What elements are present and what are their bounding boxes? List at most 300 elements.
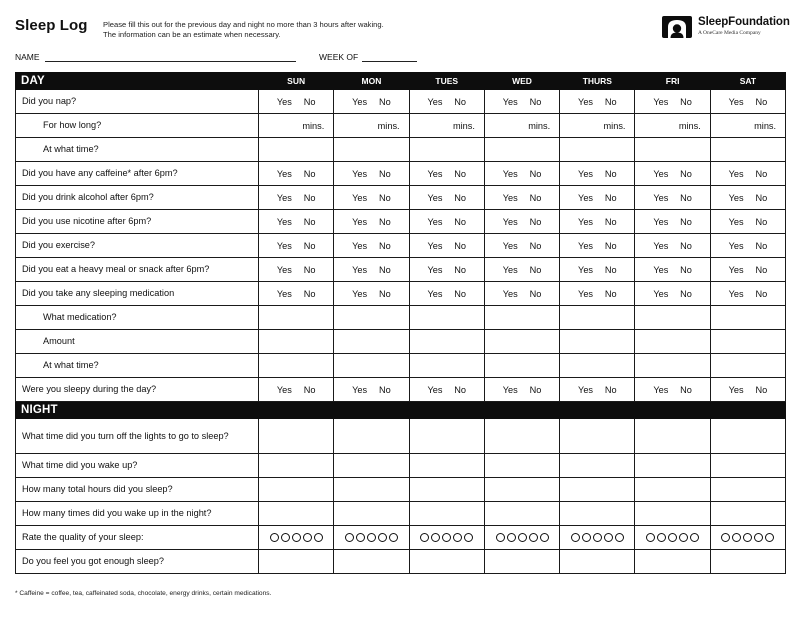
answer-cell-mon[interactable] xyxy=(334,186,409,210)
answer-cell-wed[interactable] xyxy=(484,234,559,258)
answer-cell-mon[interactable] xyxy=(334,330,409,354)
table-row xyxy=(16,502,786,526)
yes-no-choice xyxy=(711,217,785,227)
yes-option[interactable]: Yes xyxy=(578,168,594,179)
no-option[interactable]: No xyxy=(755,240,768,251)
answer-cell-mon[interactable] xyxy=(334,526,409,550)
yes-option[interactable]: Yes xyxy=(276,264,292,275)
answer-cell-sun[interactable] xyxy=(259,90,334,114)
answer-cell-thurs[interactable] xyxy=(560,454,635,478)
yes-option[interactable]: Yes xyxy=(427,264,443,275)
yes-no-choice xyxy=(711,193,785,203)
answer-cell-wed[interactable] xyxy=(484,258,559,282)
answer-cell-sat[interactable] xyxy=(710,186,785,210)
rating-circle-icon[interactable] xyxy=(604,533,613,542)
yes-option[interactable]: Yes xyxy=(427,96,443,107)
rating-circle-icon[interactable] xyxy=(464,533,473,542)
no-option[interactable]: No xyxy=(454,216,467,227)
answer-cell-thurs[interactable] xyxy=(560,186,635,210)
answer-cell-fri[interactable] xyxy=(635,478,710,502)
answer-cell-sat[interactable] xyxy=(710,282,785,306)
answer-cell-tues[interactable] xyxy=(409,378,484,402)
rating-circle-icon[interactable] xyxy=(389,533,398,542)
answer-cell-thurs[interactable] xyxy=(560,502,635,526)
answer-cell-sun[interactable] xyxy=(259,282,334,306)
no-option[interactable]: No xyxy=(303,264,316,275)
answer-cell-sun[interactable] xyxy=(259,138,334,162)
answer-cell-sun[interactable] xyxy=(259,526,334,550)
no-option[interactable]: No xyxy=(378,240,391,251)
answer-cell-sat[interactable] xyxy=(710,234,785,258)
no-option[interactable]: No xyxy=(378,384,391,395)
yes-option[interactable]: Yes xyxy=(276,192,292,203)
answer-cell-mon[interactable] xyxy=(334,258,409,282)
no-option[interactable]: No xyxy=(529,288,542,299)
table-row xyxy=(16,162,786,186)
yes-option[interactable]: Yes xyxy=(276,288,292,299)
answer-cell-tues[interactable] xyxy=(409,138,484,162)
table-row xyxy=(16,306,786,330)
answer-cell-thurs[interactable] xyxy=(560,210,635,234)
no-option[interactable]: No xyxy=(680,288,692,299)
yes-option[interactable]: Yes xyxy=(653,216,669,227)
yes-option[interactable]: Yes xyxy=(502,192,518,203)
no-option[interactable]: No xyxy=(680,168,692,179)
answer-cell-mon[interactable] xyxy=(334,282,409,306)
no-option[interactable]: No xyxy=(755,264,768,275)
rating-circle-icon[interactable] xyxy=(646,533,655,542)
no-option[interactable]: No xyxy=(680,264,692,275)
answer-cell-sun[interactable] xyxy=(259,502,334,526)
yes-option[interactable]: Yes xyxy=(728,240,744,251)
answer-cell-fri[interactable] xyxy=(635,138,710,162)
answer-cell-wed[interactable] xyxy=(484,502,559,526)
rating-circle-icon[interactable] xyxy=(529,533,538,542)
yes-option[interactable]: Yes xyxy=(502,96,518,107)
no-option[interactable]: No xyxy=(303,240,316,251)
answer-cell-wed[interactable] xyxy=(484,454,559,478)
answer-cell-mon[interactable] xyxy=(334,162,409,186)
no-option[interactable]: No xyxy=(303,168,316,179)
answer-cell-thurs[interactable] xyxy=(560,330,635,354)
answer-cell-wed[interactable] xyxy=(484,330,559,354)
answer-cell-sat[interactable] xyxy=(710,330,785,354)
yes-option[interactable]: Yes xyxy=(653,384,669,395)
answer-cell-tues[interactable] xyxy=(409,354,484,378)
rating-circle-icon[interactable] xyxy=(442,533,451,542)
answer-cell-sat[interactable] xyxy=(710,306,785,330)
no-option[interactable]: No xyxy=(454,384,467,395)
answer-cell-wed[interactable] xyxy=(484,478,559,502)
answer-cell-mon[interactable] xyxy=(334,90,409,114)
answer-cell-tues[interactable] xyxy=(409,186,484,210)
rating-circle-icon[interactable] xyxy=(270,533,279,542)
answer-cell-sat[interactable] xyxy=(710,114,785,138)
no-option[interactable]: No xyxy=(755,384,768,395)
yes-option[interactable]: Yes xyxy=(578,288,594,299)
rating-circle-icon[interactable] xyxy=(378,533,387,542)
answer-cell-fri[interactable] xyxy=(635,90,710,114)
yes-option[interactable]: Yes xyxy=(578,216,594,227)
answer-cell-tues[interactable] xyxy=(409,234,484,258)
yes-option[interactable]: Yes xyxy=(578,264,594,275)
no-option[interactable]: No xyxy=(378,96,391,107)
answer-cell-sat[interactable] xyxy=(710,419,785,454)
answer-cell-fri[interactable] xyxy=(635,526,710,550)
no-option[interactable]: No xyxy=(529,192,542,203)
rating-circle-icon[interactable] xyxy=(314,533,323,542)
sleep-quality-rating xyxy=(259,533,333,542)
no-option[interactable]: No xyxy=(454,288,467,299)
yes-option[interactable]: Yes xyxy=(502,264,518,275)
answer-cell-thurs[interactable] xyxy=(560,526,635,550)
no-option[interactable]: No xyxy=(755,288,768,299)
yes-option[interactable]: Yes xyxy=(653,240,669,251)
answer-cell-fri[interactable] xyxy=(635,306,710,330)
table-row xyxy=(16,330,786,354)
no-option[interactable]: No xyxy=(755,216,768,227)
yes-option[interactable]: Yes xyxy=(427,192,443,203)
answer-cell-fri[interactable] xyxy=(635,354,710,378)
yes-option[interactable]: Yes xyxy=(653,168,669,179)
answer-cell-fri[interactable] xyxy=(635,162,710,186)
answer-cell-fri[interactable] xyxy=(635,282,710,306)
answer-cell-sun[interactable] xyxy=(259,162,334,186)
yes-option[interactable]: Yes xyxy=(352,288,368,299)
answer-cell-fri[interactable] xyxy=(635,454,710,478)
no-option[interactable]: No xyxy=(755,192,768,203)
answer-cell-sat[interactable] xyxy=(710,550,785,574)
answer-cell-wed[interactable] xyxy=(484,90,559,114)
answer-cell-fri[interactable] xyxy=(635,378,710,402)
yes-option[interactable]: Yes xyxy=(578,384,594,395)
answer-cell-sun[interactable] xyxy=(259,550,334,574)
yes-option[interactable]: Yes xyxy=(352,384,368,395)
answer-cell-mon[interactable] xyxy=(334,378,409,402)
no-option[interactable]: No xyxy=(604,384,617,395)
answer-cell-fri[interactable] xyxy=(635,550,710,574)
answer-cell-mon[interactable] xyxy=(334,354,409,378)
no-option[interactable]: No xyxy=(454,264,467,275)
answer-cell-tues[interactable] xyxy=(409,162,484,186)
answer-cell-fri[interactable] xyxy=(635,186,710,210)
day-question-label: What medication? xyxy=(16,306,259,330)
rating-circle-icon[interactable] xyxy=(582,533,591,542)
answer-cell-sat[interactable] xyxy=(710,258,785,282)
rating-circle-icon[interactable] xyxy=(345,533,354,542)
yes-option[interactable]: Yes xyxy=(352,216,368,227)
no-option[interactable]: No xyxy=(378,192,391,203)
answer-cell-sat[interactable] xyxy=(710,354,785,378)
rating-circle-icon[interactable] xyxy=(303,533,312,542)
yes-option[interactable]: Yes xyxy=(578,240,594,251)
rating-circle-icon[interactable] xyxy=(657,533,666,542)
table-row xyxy=(16,210,786,234)
yes-no-choice xyxy=(635,217,709,227)
answer-cell-tues[interactable] xyxy=(409,550,484,574)
answer-cell-wed[interactable] xyxy=(484,114,559,138)
answer-cell-sun[interactable] xyxy=(259,478,334,502)
yes-option[interactable]: Yes xyxy=(728,216,744,227)
answer-cell-fri[interactable] xyxy=(635,258,710,282)
answer-cell-fri[interactable] xyxy=(635,419,710,454)
answer-cell-sat[interactable] xyxy=(710,478,785,502)
yes-option[interactable]: Yes xyxy=(578,192,594,203)
yes-option[interactable]: Yes xyxy=(502,384,518,395)
yes-option[interactable]: Yes xyxy=(502,216,518,227)
rating-circle-icon[interactable] xyxy=(690,533,699,542)
answer-cell-thurs[interactable] xyxy=(560,282,635,306)
yes-option[interactable]: Yes xyxy=(276,384,292,395)
yes-option[interactable]: Yes xyxy=(728,192,744,203)
yes-option[interactable]: Yes xyxy=(276,216,292,227)
answer-cell-thurs[interactable] xyxy=(560,306,635,330)
no-option[interactable]: No xyxy=(529,168,542,179)
rating-circle-icon[interactable] xyxy=(496,533,505,542)
rating-circle-icon[interactable] xyxy=(668,533,677,542)
night-question-label: Do you feel you got enough sleep? xyxy=(16,550,259,574)
yes-no-choice xyxy=(334,97,408,107)
night-header-cell xyxy=(635,402,710,419)
rating-circle-icon[interactable] xyxy=(453,533,462,542)
answer-cell-fri[interactable] xyxy=(635,114,710,138)
yes-option[interactable]: Yes xyxy=(653,96,669,107)
answer-cell-tues[interactable] xyxy=(409,502,484,526)
answer-cell-tues[interactable] xyxy=(409,454,484,478)
no-option[interactable]: No xyxy=(529,264,542,275)
answer-cell-mon[interactable] xyxy=(334,114,409,138)
answer-cell-fri[interactable] xyxy=(635,210,710,234)
yes-option[interactable]: Yes xyxy=(352,168,368,179)
no-option[interactable]: No xyxy=(755,96,768,107)
answer-cell-sat[interactable] xyxy=(710,378,785,402)
yes-option[interactable]: Yes xyxy=(352,264,368,275)
answer-cell-mon[interactable] xyxy=(334,234,409,258)
answer-cell-sun[interactable] xyxy=(259,114,334,138)
yes-option[interactable]: Yes xyxy=(578,96,594,107)
answer-cell-mon[interactable] xyxy=(334,306,409,330)
rating-circle-icon[interactable] xyxy=(754,533,763,542)
answer-cell-sun[interactable] xyxy=(259,419,334,454)
answer-cell-fri[interactable] xyxy=(635,234,710,258)
rating-circle-icon[interactable] xyxy=(431,533,440,542)
answer-cell-sun[interactable] xyxy=(259,234,334,258)
answer-cell-sun[interactable] xyxy=(259,258,334,282)
yes-option[interactable]: Yes xyxy=(276,240,292,251)
yes-option[interactable]: Yes xyxy=(427,288,443,299)
answer-cell-wed[interactable] xyxy=(484,550,559,574)
answer-cell-wed[interactable] xyxy=(484,282,559,306)
yes-option[interactable]: Yes xyxy=(352,240,368,251)
yes-option[interactable]: Yes xyxy=(352,192,368,203)
yes-option[interactable]: Yes xyxy=(728,96,744,107)
answer-cell-wed[interactable] xyxy=(484,354,559,378)
rating-circle-icon[interactable] xyxy=(540,533,549,542)
no-option[interactable]: No xyxy=(303,384,316,395)
yes-option[interactable]: Yes xyxy=(728,264,744,275)
answer-cell-tues[interactable] xyxy=(409,90,484,114)
yes-option[interactable]: Yes xyxy=(502,240,518,251)
answer-cell-thurs[interactable] xyxy=(560,258,635,282)
answer-cell-thurs[interactable] xyxy=(560,419,635,454)
yes-option[interactable]: Yes xyxy=(502,168,518,179)
yes-option[interactable]: Yes xyxy=(427,168,443,179)
answer-cell-wed[interactable] xyxy=(484,138,559,162)
answer-cell-tues[interactable] xyxy=(409,330,484,354)
answer-cell-mon[interactable] xyxy=(334,478,409,502)
answer-cell-sat[interactable] xyxy=(710,210,785,234)
no-option[interactable]: No xyxy=(454,240,467,251)
yes-option[interactable]: Yes xyxy=(653,288,669,299)
answer-cell-thurs[interactable] xyxy=(560,550,635,574)
answer-cell-wed[interactable] xyxy=(484,162,559,186)
answer-cell-sun[interactable] xyxy=(259,454,334,478)
yes-no-choice xyxy=(410,97,484,107)
rating-circle-icon[interactable] xyxy=(281,533,290,542)
no-option[interactable]: No xyxy=(454,168,467,179)
no-option[interactable]: No xyxy=(378,168,391,179)
answer-cell-tues[interactable] xyxy=(409,258,484,282)
answer-cell-tues[interactable] xyxy=(409,478,484,502)
no-option[interactable]: No xyxy=(378,264,391,275)
answer-cell-thurs[interactable] xyxy=(560,114,635,138)
answer-cell-wed[interactable] xyxy=(484,186,559,210)
rating-circle-icon[interactable] xyxy=(518,533,527,542)
rating-circle-icon[interactable] xyxy=(571,533,580,542)
no-option[interactable]: No xyxy=(604,168,617,179)
week-of-field[interactable] xyxy=(362,61,417,62)
answer-cell-sat[interactable] xyxy=(710,526,785,550)
no-option[interactable]: No xyxy=(604,216,617,227)
answer-cell-sat[interactable] xyxy=(710,162,785,186)
yes-option[interactable]: Yes xyxy=(276,96,292,107)
yes-no-choice xyxy=(334,241,408,251)
answer-cell-fri[interactable] xyxy=(635,502,710,526)
answer-cell-wed[interactable] xyxy=(484,419,559,454)
answer-cell-tues[interactable] xyxy=(409,210,484,234)
rating-circle-icon[interactable] xyxy=(292,533,301,542)
answer-cell-wed[interactable] xyxy=(484,526,559,550)
table-row xyxy=(16,478,786,502)
rating-circle-icon[interactable] xyxy=(507,533,516,542)
no-option[interactable]: No xyxy=(378,216,391,227)
yes-option[interactable]: Yes xyxy=(728,384,744,395)
no-option[interactable]: No xyxy=(529,240,542,251)
answer-cell-mon[interactable] xyxy=(334,502,409,526)
yes-option[interactable]: Yes xyxy=(653,192,669,203)
yes-option[interactable]: Yes xyxy=(653,264,669,275)
answer-cell-thurs[interactable] xyxy=(560,478,635,502)
answer-cell-mon[interactable] xyxy=(334,419,409,454)
answer-cell-sat[interactable] xyxy=(710,90,785,114)
table-row xyxy=(16,234,786,258)
no-option[interactable]: No xyxy=(680,384,692,395)
answer-cell-tues[interactable] xyxy=(409,419,484,454)
answer-cell-thurs[interactable] xyxy=(560,234,635,258)
yes-option[interactable]: Yes xyxy=(352,96,368,107)
no-option[interactable]: No xyxy=(454,96,467,107)
no-option[interactable]: No xyxy=(454,192,467,203)
answer-cell-tues[interactable] xyxy=(409,282,484,306)
answer-cell-fri[interactable] xyxy=(635,330,710,354)
answer-cell-tues[interactable] xyxy=(409,526,484,550)
yes-option[interactable]: Yes xyxy=(427,240,443,251)
answer-cell-sun[interactable] xyxy=(259,210,334,234)
answer-cell-thurs[interactable] xyxy=(560,378,635,402)
answer-cell-sun[interactable] xyxy=(259,306,334,330)
no-option[interactable]: No xyxy=(378,288,391,299)
no-option[interactable]: No xyxy=(604,192,617,203)
rating-circle-icon[interactable] xyxy=(679,533,688,542)
rating-circle-icon[interactable] xyxy=(743,533,752,542)
no-option[interactable]: No xyxy=(680,96,692,107)
no-option[interactable]: No xyxy=(303,216,316,227)
answer-cell-sat[interactable] xyxy=(710,454,785,478)
no-option[interactable]: No xyxy=(604,264,617,275)
no-option[interactable]: No xyxy=(604,240,617,251)
answer-cell-mon[interactable] xyxy=(334,210,409,234)
no-option[interactable]: No xyxy=(755,168,768,179)
yes-option[interactable]: Yes xyxy=(728,288,744,299)
rating-circle-icon[interactable] xyxy=(593,533,602,542)
answer-cell-sat[interactable] xyxy=(710,138,785,162)
answer-cell-thurs[interactable] xyxy=(560,90,635,114)
yes-option[interactable]: Yes xyxy=(427,216,443,227)
answer-cell-mon[interactable] xyxy=(334,138,409,162)
no-option[interactable]: No xyxy=(604,96,617,107)
no-option[interactable]: No xyxy=(529,96,542,107)
answer-cell-sun[interactable] xyxy=(259,330,334,354)
rating-circle-icon[interactable] xyxy=(420,533,429,542)
yes-option[interactable]: Yes xyxy=(728,168,744,179)
answer-cell-mon[interactable] xyxy=(334,454,409,478)
yes-option[interactable]: Yes xyxy=(502,288,518,299)
rating-circle-icon[interactable] xyxy=(615,533,624,542)
no-option[interactable]: No xyxy=(303,288,316,299)
answer-cell-sun[interactable] xyxy=(259,186,334,210)
answer-cell-mon[interactable] xyxy=(334,550,409,574)
rating-circle-icon[interactable] xyxy=(732,533,741,542)
answer-cell-thurs[interactable] xyxy=(560,162,635,186)
answer-cell-thurs[interactable] xyxy=(560,354,635,378)
yes-option[interactable]: Yes xyxy=(276,168,292,179)
no-option[interactable]: No xyxy=(529,216,542,227)
table-row xyxy=(16,114,786,138)
answer-cell-tues[interactable] xyxy=(409,306,484,330)
no-option[interactable]: No xyxy=(604,288,617,299)
answer-cell-wed[interactable] xyxy=(484,210,559,234)
no-option[interactable]: No xyxy=(680,192,692,203)
no-option[interactable]: No xyxy=(303,96,316,107)
answer-cell-sun[interactable] xyxy=(259,378,334,402)
answer-cell-tues[interactable] xyxy=(409,114,484,138)
rating-circle-icon[interactable] xyxy=(367,533,376,542)
rating-circle-icon[interactable] xyxy=(356,533,365,542)
rating-circle-icon[interactable] xyxy=(765,533,774,542)
answer-cell-sat[interactable] xyxy=(710,502,785,526)
no-option[interactable]: No xyxy=(680,216,692,227)
answer-cell-wed[interactable] xyxy=(484,306,559,330)
answer-cell-thurs[interactable] xyxy=(560,138,635,162)
no-option[interactable]: No xyxy=(680,240,692,251)
no-option[interactable]: No xyxy=(529,384,542,395)
name-field[interactable] xyxy=(45,61,296,62)
rating-circle-icon[interactable] xyxy=(721,533,730,542)
no-option[interactable]: No xyxy=(303,192,316,203)
answer-cell-sun[interactable] xyxy=(259,354,334,378)
answer-cell-wed[interactable] xyxy=(484,378,559,402)
yes-option[interactable]: Yes xyxy=(427,384,443,395)
